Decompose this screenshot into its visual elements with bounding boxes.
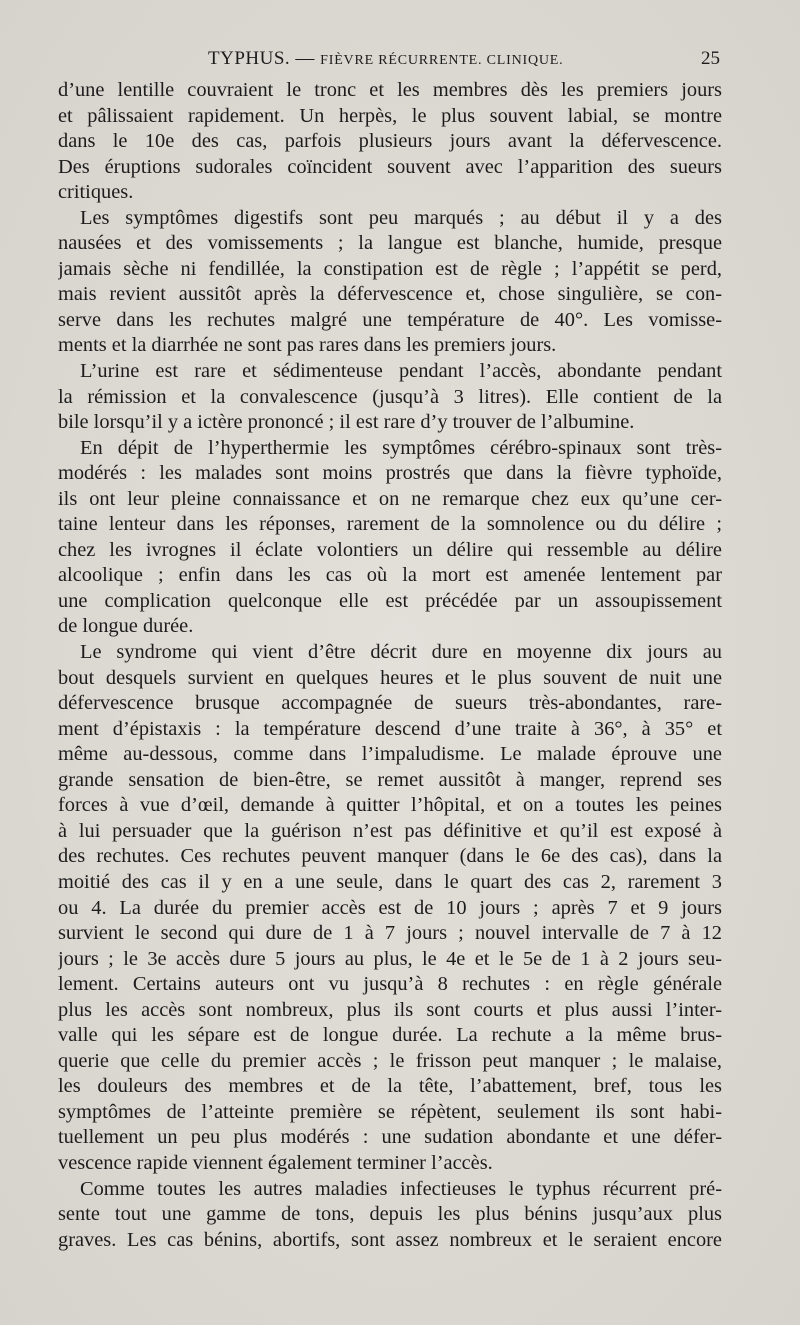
text-line: taine lenteur dans les réponses, rarement de la somnolence ou du délire ; (58, 513, 722, 536)
text-line: symptômes de l’atteinte première se répètent, seulement ils sont habi- (58, 1100, 722, 1123)
text-line: ment d’épistaxis : la température descend d’une traite à 36°, à 35° et (58, 717, 722, 740)
text-line: Comme toutes les autres maladies infectieuses le typhus récurrent pré- (80, 1177, 722, 1200)
running-head-typhus: TYPHUS. (208, 48, 291, 69)
text-line: plus les accès sont nombreux, plus ils sont courts et plus aussi l’inter- (58, 998, 722, 1021)
text-line: alcoolique ; enfin dans les cas où la mort est amenée lentement par (58, 564, 722, 587)
text-line: ments et la diarrhée ne sont pas rares dans les premiers jours. (58, 334, 557, 357)
body-text (58, 78, 722, 1253)
text-line: défervescence brusque accompagnée de sueurs très-abondantes, rare- (58, 692, 722, 715)
text-line: L’urine est rare et sédimenteuse pendant l’accès, abondante pendant (80, 360, 722, 383)
text-line: critiques. (58, 181, 134, 204)
text-line: querie que celle du premier accès ; le frisson peut manquer ; le malaise, (58, 1049, 722, 1072)
text-line: nausées et des vomissements ; la langue est blanche, humide, presque (58, 232, 722, 255)
text-line: tuellement un peu plus modérés : une sudation abondante et une défer- (58, 1126, 722, 1149)
text-line: à lui persuader que la guérison n’est pas définitive et qu’il est exposé à (58, 819, 722, 842)
text-line: En dépit de l’hyperthermie les symptômes cérébro-spinaux sont très- (80, 436, 722, 459)
text-line: modérés : les malades sont moins prostrés que dans la fièvre typhoïde, (58, 462, 722, 485)
text-line: une complication quelconque elle est précédée par un assoupissement (58, 589, 722, 612)
text-line: bile lorsqu’il y a ictère prononcé ; il est rare d’y trouver de l’albumine. (58, 411, 635, 434)
text-line: chez les ivrognes il éclate volontiers un délire qui ressemble au délire (58, 538, 722, 561)
text-line: vescence rapide viennent également terminer l’accès. (58, 1151, 493, 1174)
text-line: serve dans les rechutes malgré une température de 40°. Les vomisse- (58, 308, 722, 331)
text-line: les douleurs des membres et de la tête, l’abattement, bref, tous les (58, 1075, 722, 1098)
text-line: moitié des cas il y en a une seule, dans le quart des cas 2, rarement 3 (58, 870, 722, 893)
text-line: même au-dessous, comme dans l’impaludisme. Le malade éprouve une (58, 743, 722, 766)
text-line: jamais sèche ni fendillée, la constipation est de règle ; l’appétit se perd, (58, 257, 722, 280)
running-head-title (208, 44, 563, 76)
running-head-subtitle: FIÈVRE RÉCURRENTE. CLINIQUE. (320, 53, 564, 68)
text-line: la rémission et la convalescence (jusqu’à 3 litres). Elle contient de la (58, 385, 722, 408)
text-line: ils ont leur pleine connaissance et on ne remarque chez eux qu’une cer- (58, 487, 722, 510)
text-line: d’une lentille couvraient le tronc et les membres dès les premiers jours (58, 79, 722, 101)
text-line: Le syndrome qui vient d’être décrit dure en moyenne dix jours au (80, 641, 722, 664)
text-line: mais revient aussitôt après la défervescence et, chose singulière, se con- (58, 283, 722, 306)
running-head-dash: — (295, 48, 315, 69)
text-line: ou 4. La durée du premier accès est de 10 jours ; après 7 et 9 jours (58, 896, 722, 919)
page-number: 25 (701, 48, 720, 69)
text-line: graves. Les cas bénins, abortifs, sont assez nombreux et le seraient encore (58, 1228, 722, 1251)
text-line: jours ; le 3e accès dure 5 jours au plus, le 4e et le 5e de 1 à 2 jours seu- (58, 947, 722, 970)
text-line: dans le 10e des cas, parfois plusieurs jours avant la défervescence. (58, 130, 722, 153)
text-line: Les symptômes digestifs sont peu marqués ; au début il y a des (80, 206, 722, 229)
text-line: forces à vue d’œil, demande à quitter l’hôpital, et on a toutes les peines (58, 794, 722, 817)
text-line: de longue durée. (58, 615, 194, 638)
running-head (58, 44, 720, 74)
text-line: valle qui les sépare est de longue durée. La rechute a la même brus- (58, 1024, 722, 1047)
text-line: bout desquels survient en quelques heures et le plus souvent de nuit une (58, 666, 722, 689)
text-line: sente tout une gamme de tons, depuis les plus bénins jusqu’aux plus (58, 1203, 722, 1226)
text-line: lement. Certains auteurs ont vu jusqu’à 8 rechutes : en règle générale (58, 973, 722, 996)
text-line: grande sensation de bien-être, se remet aussitôt à manger, reprend ses (58, 768, 722, 791)
text-line: des rechutes. Ces rechutes peuvent manquer (dans le 6e des cas), dans la (58, 845, 722, 868)
text-line: survient le second qui dure de 1 à 7 jours ; nouvel intervalle de 7 à 12 (58, 922, 722, 945)
text-line: et pâlissaient rapidement. Un herpès, le plus souvent labial, se montre (58, 104, 722, 127)
text-line: Des éruptions sudorales coïncident souvent avec l’apparition des sueurs (58, 155, 722, 178)
